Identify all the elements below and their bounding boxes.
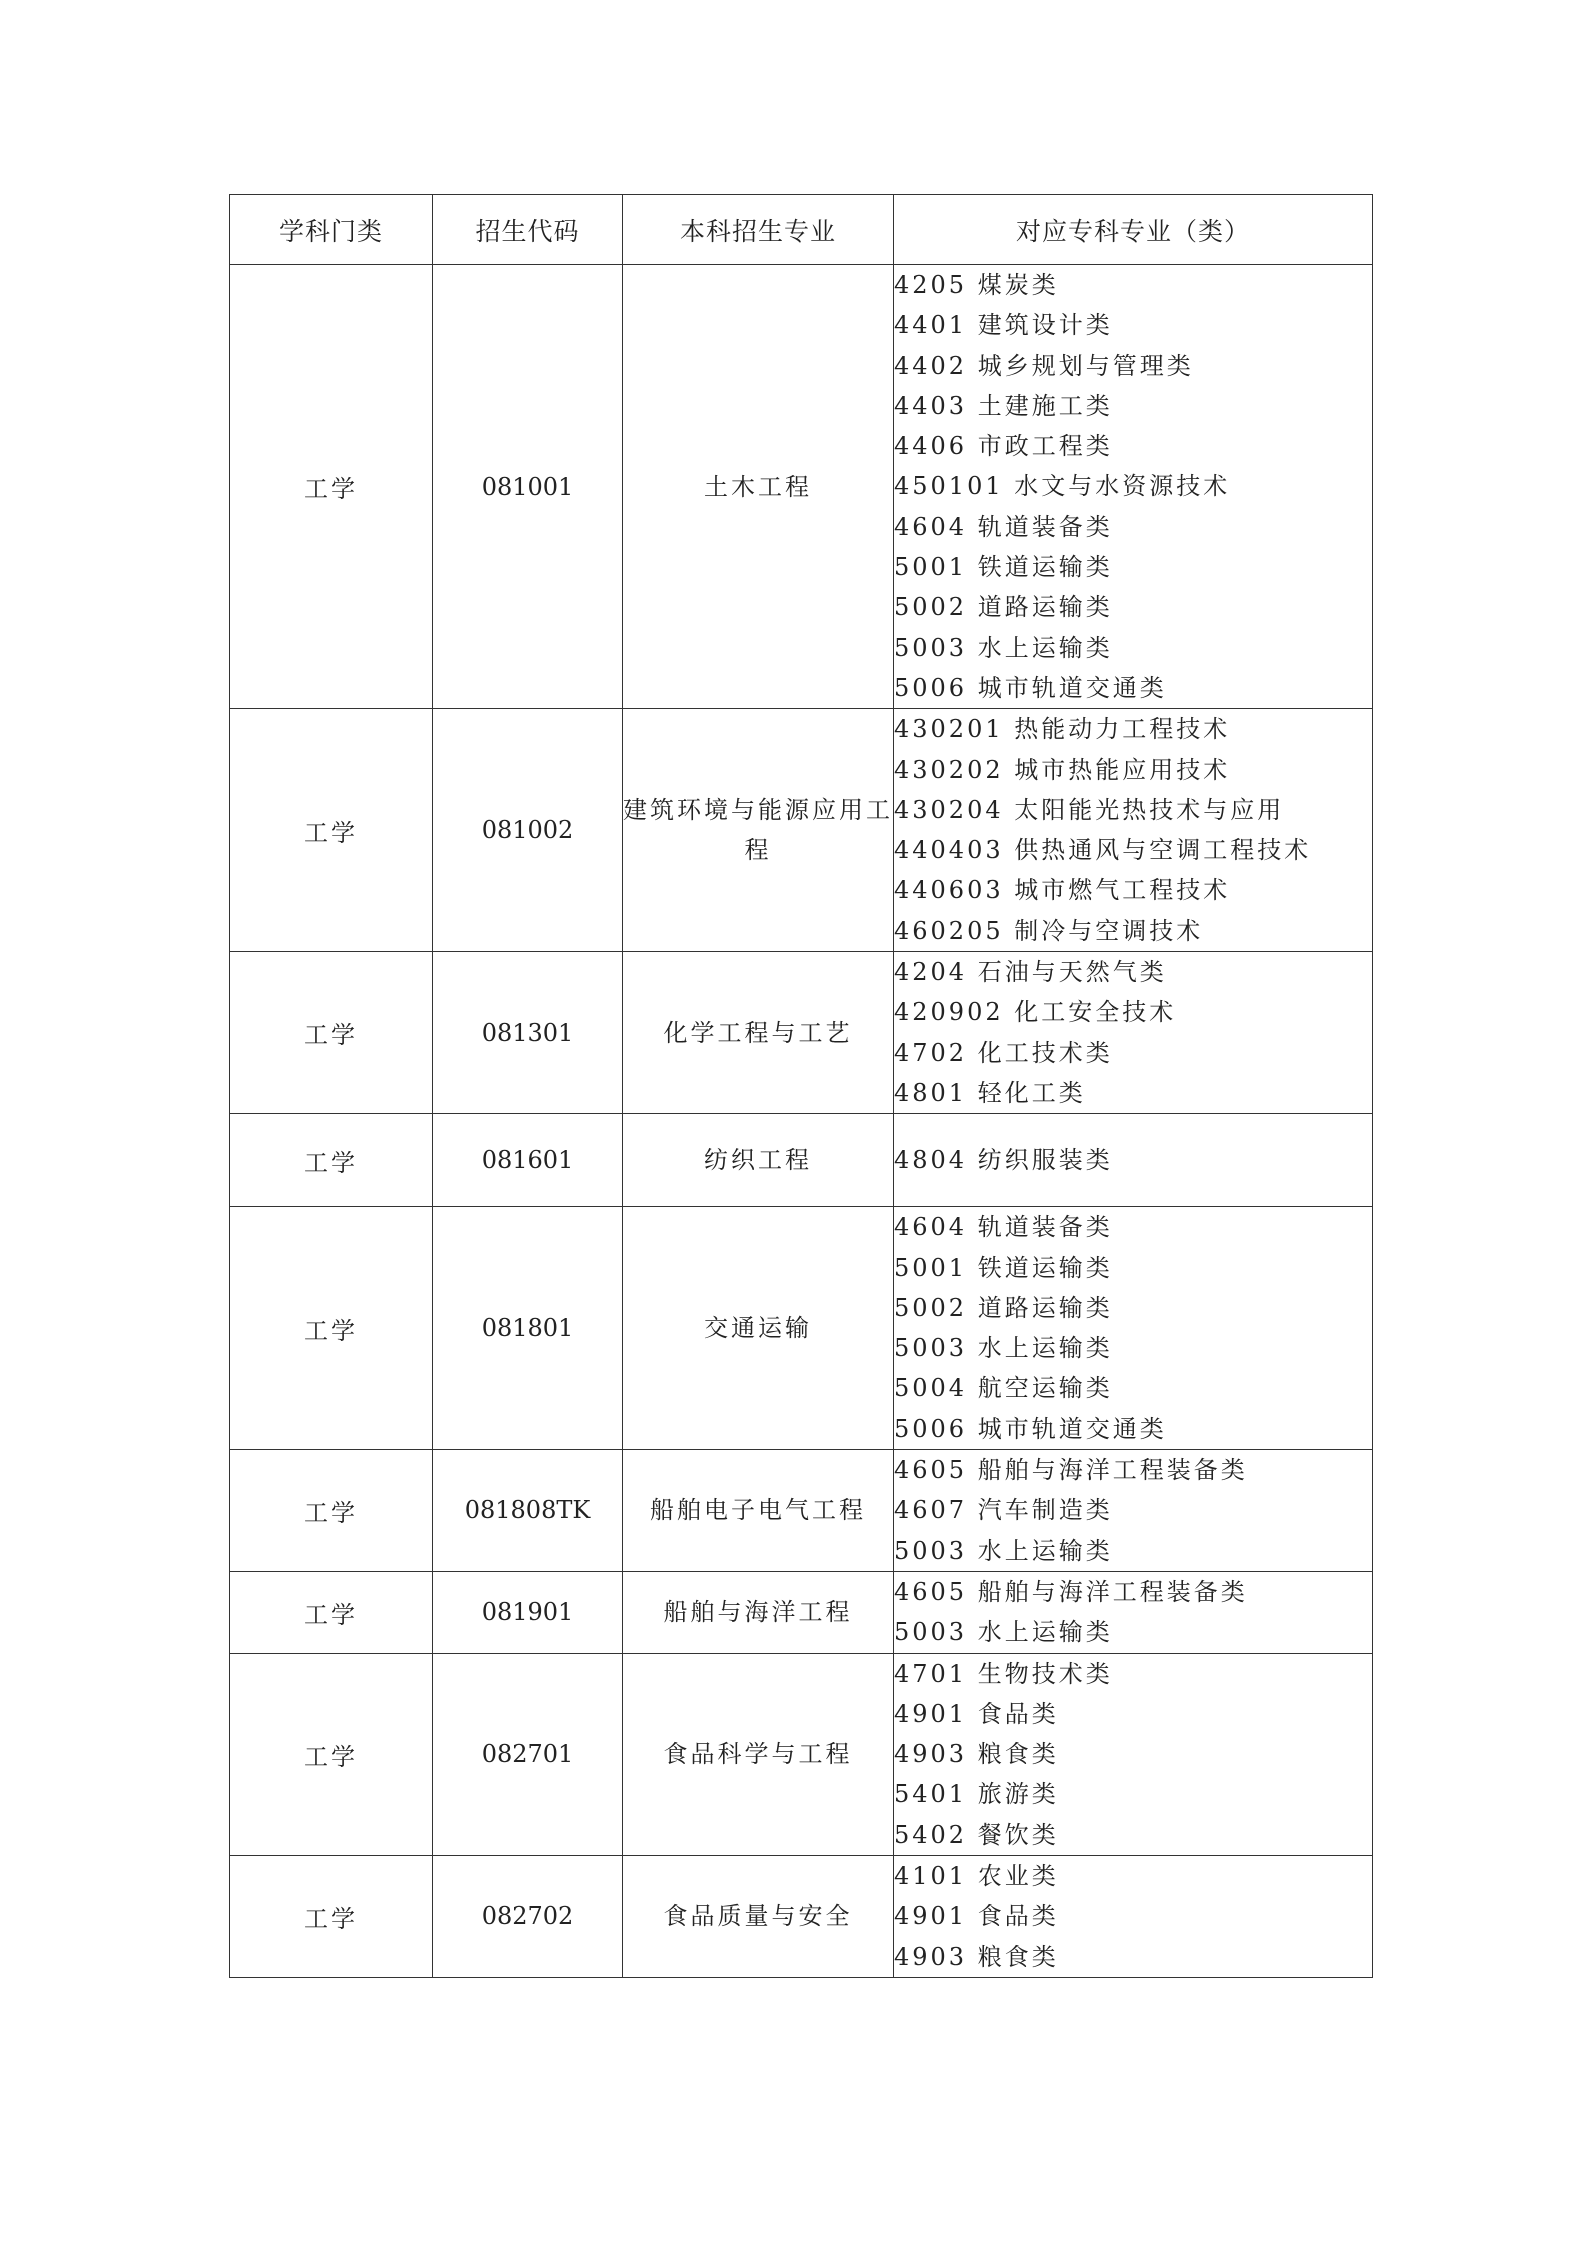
- table-row: [230, 1450, 1373, 1572]
- mapped-major-item: 4903 粮食类: [894, 1942, 1059, 1971]
- mapped-major-item: 430201 热能动力工程技术: [894, 715, 1231, 744]
- mapped-major-item: 5002 道路运输类: [894, 593, 1113, 622]
- table-row: [230, 1114, 1373, 1207]
- code-cell: 081808TK: [433, 1450, 623, 1572]
- header-category: 学科门类: [230, 195, 433, 265]
- mapped-majors-cell: [894, 709, 1373, 952]
- mapped-major-item: 440403 供热通风与空调工程技术: [894, 836, 1312, 865]
- category-cell: 工学: [230, 709, 433, 952]
- mapped-majors-list: [894, 1654, 1372, 1855]
- major-cell: 船舶电子电气工程: [623, 1450, 894, 1572]
- major-cell: 纺织工程: [623, 1114, 894, 1207]
- table-row: [230, 709, 1373, 952]
- mapped-major-item: 5003 水上运输类: [894, 1618, 1113, 1647]
- mapped-major-item: 5402 餐饮类: [894, 1820, 1059, 1849]
- major-cell: 食品科学与工程: [623, 1653, 894, 1855]
- mapped-majors-cell: [894, 1653, 1373, 1855]
- mapped-major-item: 4901 食品类: [894, 1699, 1059, 1728]
- mapped-major-item: 430202 城市热能应用技术: [894, 755, 1231, 784]
- major-cell: 化学工程与工艺: [623, 952, 894, 1114]
- mapped-major-item: 4605 船舶与海洋工程装备类: [894, 1577, 1248, 1606]
- table-row: [230, 1653, 1373, 1855]
- mapped-majors-cell: [894, 1114, 1373, 1207]
- major-cell: 交通运输: [623, 1207, 894, 1450]
- mapped-major-item: 4604 轨道装备类: [894, 1213, 1113, 1242]
- mapped-major-item: 4804 纺织服装类: [894, 1146, 1113, 1175]
- mapped-majors-list: [894, 709, 1372, 951]
- code-cell: 081801: [433, 1207, 623, 1450]
- mapped-major-item: 4604 轨道装备类: [894, 512, 1113, 541]
- mapped-major-item: 4801 轻化工类: [894, 1078, 1086, 1107]
- mapped-majors-cell: [894, 1450, 1373, 1572]
- mapped-major-item: 420902 化工安全技术: [894, 998, 1177, 1027]
- table-row: [230, 1855, 1373, 1977]
- mapped-major-item: 4605 船舶与海洋工程装备类: [894, 1456, 1248, 1485]
- mapped-major-item: 4205 煤炭类: [894, 271, 1059, 299]
- mapped-major-item: 460205 制冷与空调技术: [894, 916, 1204, 945]
- code-cell: 081001: [433, 265, 623, 709]
- mapped-major-item: 5006 城市轨道交通类: [894, 673, 1167, 702]
- table-row: [230, 952, 1373, 1114]
- major-cell: 船舶与海洋工程: [623, 1571, 894, 1653]
- mapped-major-item: 4701 生物技术类: [894, 1659, 1113, 1688]
- mapped-majors-list: [894, 1207, 1372, 1449]
- header-major: 本科招生专业: [623, 195, 894, 265]
- table-row: [230, 1571, 1373, 1653]
- mapped-majors-cell: [894, 1855, 1373, 1977]
- mapped-majors-cell: [894, 1207, 1373, 1450]
- code-cell: 082702: [433, 1855, 623, 1977]
- code-cell: 081601: [433, 1114, 623, 1207]
- mapped-major-item: 5001 铁道运输类: [894, 553, 1113, 582]
- mapped-major-item: 4406 市政工程类: [894, 432, 1113, 461]
- category-cell: 工学: [230, 1653, 433, 1855]
- mapped-major-item: 450101 水文与水资源技术: [894, 472, 1231, 501]
- mapped-major-item: 5004 航空运输类: [894, 1374, 1113, 1403]
- category-cell: 工学: [230, 1114, 433, 1207]
- mapped-major-item: 4607 汽车制造类: [894, 1496, 1113, 1525]
- table-row: [230, 265, 1373, 709]
- category-cell: 工学: [230, 952, 433, 1114]
- category-cell: 工学: [230, 1855, 433, 1977]
- mapped-majors-list: [894, 1140, 1372, 1180]
- mapped-major-item: 4402 城乡规划与管理类: [894, 351, 1194, 380]
- major-cell: 土木工程: [623, 265, 894, 709]
- mapped-major-item: 5002 道路运输类: [894, 1293, 1113, 1322]
- table-header-row: [230, 195, 1373, 265]
- mapped-major-item: 5003 水上运输类: [894, 1334, 1113, 1363]
- table-body: [230, 265, 1373, 1978]
- category-cell: 工学: [230, 265, 433, 709]
- mapped-majors-cell: [894, 265, 1373, 709]
- major-cell: 建筑环境与能源应用工程: [623, 709, 894, 952]
- code-cell: 081901: [433, 1571, 623, 1653]
- mapped-major-item: 4101 农业类: [894, 1861, 1059, 1890]
- code-cell: 081301: [433, 952, 623, 1114]
- category-cell: 工学: [230, 1571, 433, 1653]
- mapped-major-item: 430204 太阳能光热技术与应用: [894, 795, 1285, 824]
- mapped-major-item: 4401 建筑设计类: [894, 311, 1113, 340]
- major-cell: 食品质量与安全: [623, 1855, 894, 1977]
- category-cell: 工学: [230, 1207, 433, 1450]
- mapped-majors-list: [894, 1572, 1372, 1653]
- mapped-major-item: 5003 水上运输类: [894, 1536, 1113, 1565]
- mapped-majors-list: [894, 952, 1372, 1113]
- mapped-major-item: 4901 食品类: [894, 1902, 1059, 1931]
- code-cell: 082701: [433, 1653, 623, 1855]
- mapped-major-item: 5001 铁道运输类: [894, 1253, 1113, 1282]
- mapped-majors-list: [894, 265, 1372, 708]
- code-cell: 081002: [433, 709, 623, 952]
- header-code: 招生代码: [433, 195, 623, 265]
- mapped-majors-cell: [894, 1571, 1373, 1653]
- mapped-majors-list: [894, 1450, 1372, 1571]
- mapped-major-item: 440603 城市燃气工程技术: [894, 876, 1231, 905]
- major-mapping-table: [229, 194, 1373, 1978]
- mapped-majors-list: [894, 1856, 1372, 1977]
- mapped-major-item: 4204 石油与天然气类: [894, 958, 1167, 987]
- mapped-major-item: 5401 旅游类: [894, 1780, 1059, 1809]
- mapped-major-item: 5006 城市轨道交通类: [894, 1414, 1167, 1443]
- mapped-majors-cell: [894, 952, 1373, 1114]
- mapped-major-item: 4903 粮食类: [894, 1740, 1059, 1769]
- mapped-major-item: 5003 水上运输类: [894, 633, 1113, 662]
- mapped-major-item: 4403 土建施工类: [894, 391, 1113, 420]
- header-mapped-majors: 对应专科专业（类）: [894, 195, 1373, 265]
- category-cell: 工学: [230, 1450, 433, 1572]
- table-row: [230, 1207, 1373, 1450]
- mapped-major-item: 4702 化工技术类: [894, 1038, 1113, 1067]
